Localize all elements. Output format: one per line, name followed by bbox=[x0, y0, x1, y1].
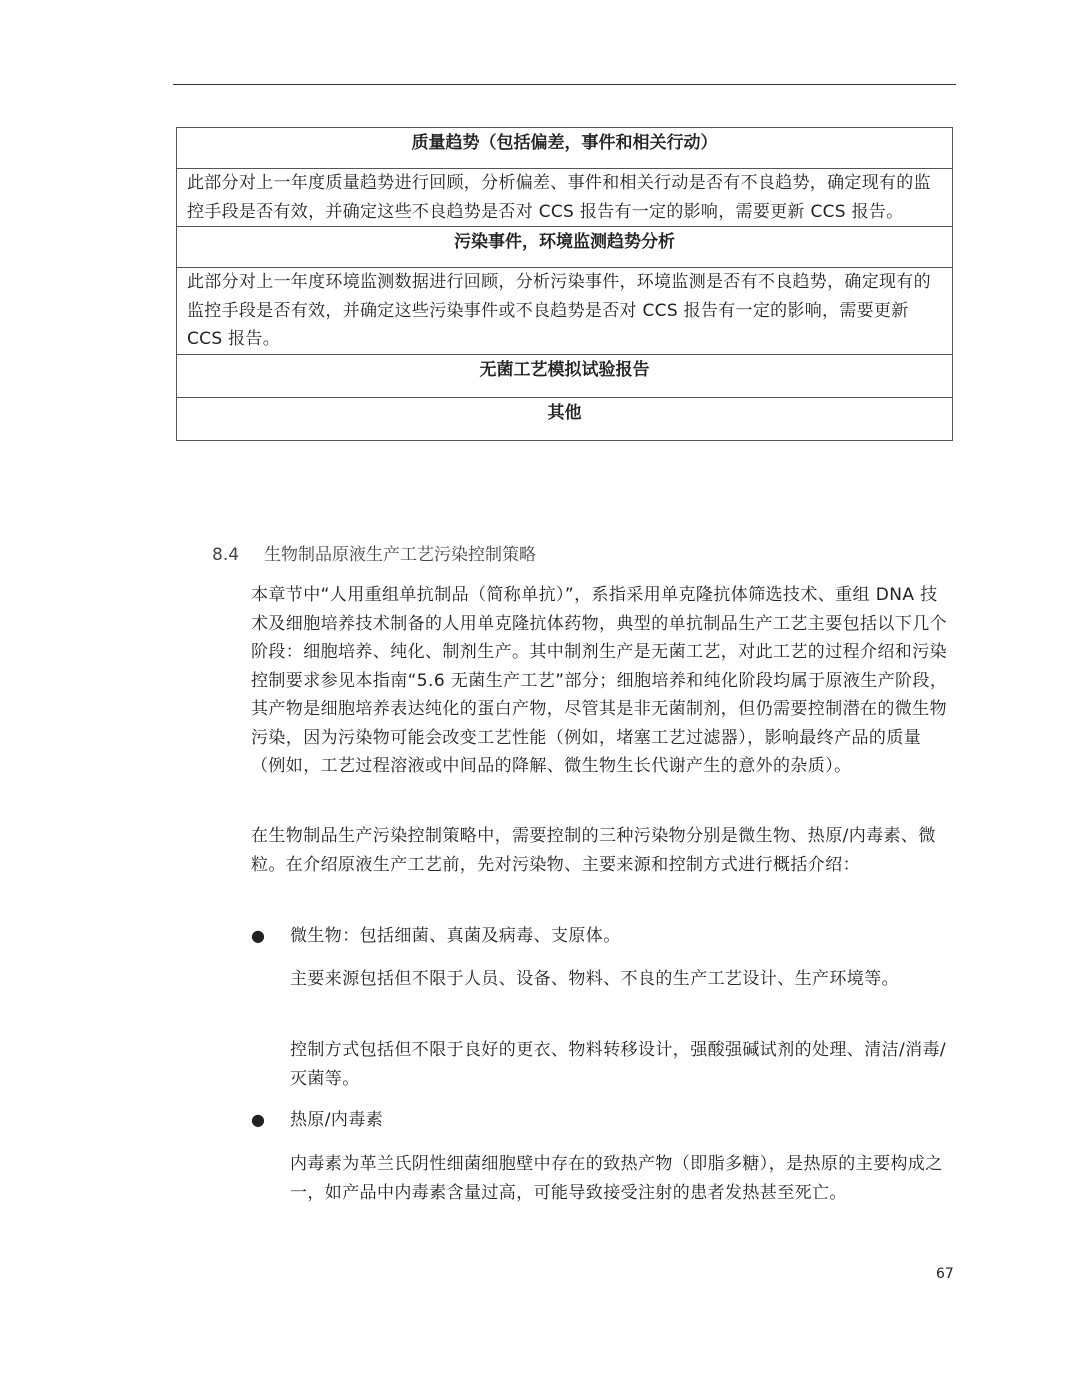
table-heading-media-fill: 无菌工艺模拟试验报告 bbox=[177, 354, 953, 397]
bullet-microorganism-controls: 控制方式包括但不限于良好的更衣、物料转移设计，强酸强碱试剂的处理、清洁/消毒/灭菌等。 bbox=[290, 1040, 947, 1089]
paragraph-contaminants: 在生物制品生产污染控制策略中，需要控制的三种污染物分别是微生物、热原/内毒素、微粒。在介绍原液生产工艺前，先对污染物、主要来源和控制方式进行概括介绍： bbox=[251, 826, 936, 875]
bullet-icon: ● bbox=[251, 926, 265, 945]
table-heading-quality-trend: 质量趋势（包括偏差，事件和相关行动） bbox=[177, 128, 953, 169]
bullet-icon: ● bbox=[251, 1110, 265, 1129]
bullet-endotoxin-title: 热原/内毒素 bbox=[290, 1110, 384, 1130]
review-table bbox=[176, 127, 953, 441]
table-text-contamination: 此部分对上一年度环境监测数据进行回顾，分析污染事件，环境监测是否有不良趋势，确定现有的监控手段是否有效，并确定这些污染事件或不良趋势是否对 CCS 报告有一定的影响，需要更新 CCS 报告。 bbox=[177, 268, 953, 355]
page-number: 67 bbox=[936, 1266, 954, 1282]
table-heading-contamination: 污染事件，环境监测趋势分析 bbox=[177, 227, 953, 268]
section-title: 生物制品原液生产工艺污染控制策略 bbox=[264, 545, 536, 565]
header-rule bbox=[173, 84, 956, 85]
paragraph-intro: 本章节中“人用重组单抗制品（简称单抗）”，系指采用单克隆抗体筛选技术、重组 DNA 技术及细胞培养技术制备的人用单克隆抗体药物，典型的单抗制品生产工艺主要包括以下几个阶段：细胞培养、纯化、制剂生产。其中制剂生产是无菌工艺，对此工艺的过程介绍和污染控制要求参见本指南“5.6 无菌生产工艺”部分；细胞培养和纯化阶段均属于原液生产阶段，其产物是细胞培养表达纯化的蛋白产物，尽管其是非无菌制剂，但仍需要控制潜在的微生物污染，因为污染物可能会改变工艺性能（例如，堵塞工艺过滤器），影响最终产品的质量（例如，工艺过程溶液或中间品的降解、微生物生长代谢产生的意外的杂质）。 bbox=[251, 585, 948, 776]
bullet-microorganism-sources: 主要来源包括但不限于人员、设备、物料、不良的生产工艺设计、生产环境等。 bbox=[290, 969, 899, 989]
table-text-quality-trend: 此部分对上一年度质量趋势进行回顾，分析偏差、事件和相关行动是否有不良趋势，确定现有的监控手段是否有效，并确定这些不良趋势是否对 CCS 报告有一定的影响，需要更新 CCS 报告。 bbox=[177, 169, 953, 227]
section-heading bbox=[212, 541, 536, 569]
bullet-microorganism-title: 微生物：包括细菌、真菌及病毒、支原体。 bbox=[290, 926, 621, 946]
bullet-endotoxin-description: 内毒素为革兰氏阴性细菌细胞壁中存在的致热产物（即脂多糖），是热原的主要构成之一，如产品中内毒素含量过高，可能导致接受注射的患者发热甚至死亡。 bbox=[290, 1154, 943, 1203]
table-heading-other: 其他 bbox=[177, 397, 953, 440]
section-number: 8.4 bbox=[212, 545, 240, 565]
